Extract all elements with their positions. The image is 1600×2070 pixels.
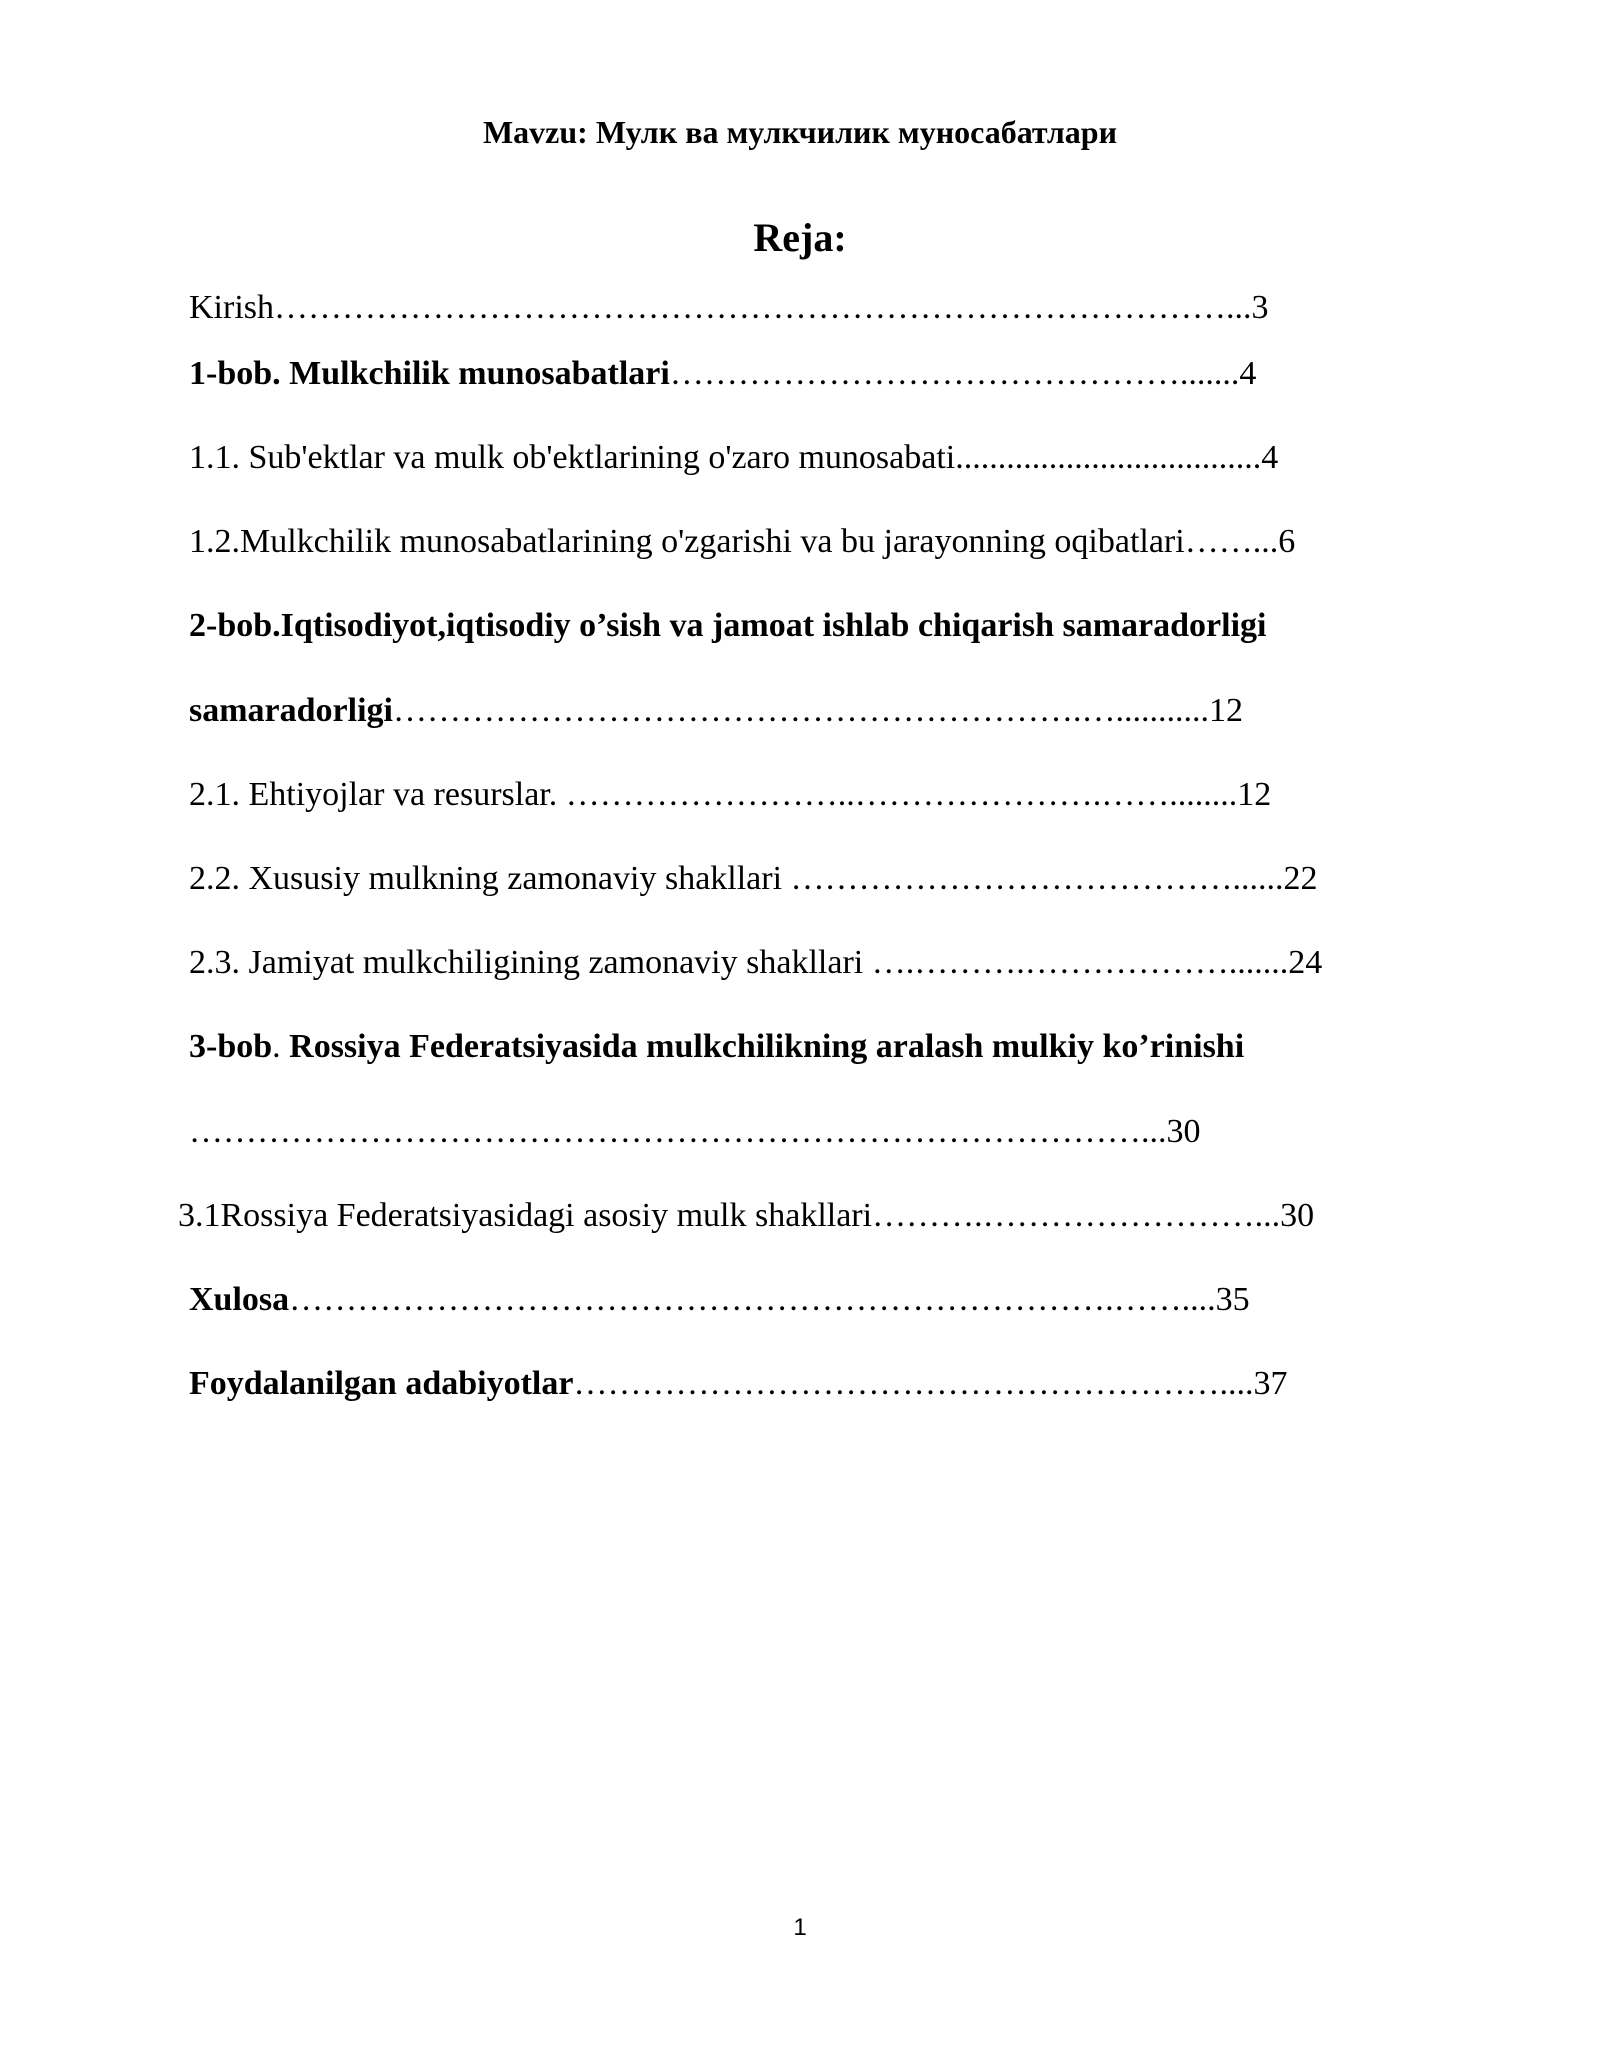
toc-entry-title: 2-bob.Iqtisodiyot,iqtisodiy o’sish va jamoat ishlab chiqarish samaradorligi (189, 607, 1267, 644)
toc-entry-leader: …………………………………………………………………………... (274, 289, 1252, 326)
toc-entry-title: 2.2. Xususiy mulkning zamonaviy shakllari (189, 860, 791, 897)
topic-title: Mavzu: Мулк ва мулкчилик муносабатлари (482, 114, 1118, 150)
toc-entry-section-2-3 (189, 941, 1322, 985)
toc-entry-leader: ….……….………………....... (871, 944, 1289, 981)
toc-entry-page: 35 (1215, 1281, 1250, 1318)
toc-entry-leader: ……………………………………………………………….…….... (289, 1281, 1216, 1318)
toc-entry-title: Rossiya Federatsiyasida mulkchilikning aralash mulkiy ko’rinishi (289, 1028, 1245, 1065)
toc-entry-leader: ……….……………………... (872, 1197, 1281, 1234)
toc-entry-leader: ……... (1184, 523, 1279, 560)
toc-entry-page: 12 (1208, 692, 1243, 729)
toc-entry-section-2-2 (189, 857, 1318, 901)
toc-entry-chapter-3-continued (189, 1110, 1201, 1154)
toc-entry-leader: ………………………………………....... (669, 355, 1240, 392)
toc-entry-page: 24 (1288, 944, 1323, 981)
toc-entry-page: 30 (1166, 1113, 1201, 1150)
toc-entry-chapter-2-continued (189, 689, 1243, 733)
toc-entry-page: 4 (1239, 355, 1257, 392)
toc-entry-section-3-1 (178, 1194, 1314, 1238)
plan-heading: Reja: (753, 215, 847, 260)
toc-entry-section-1-1 (189, 436, 1278, 480)
toc-entry-title: 1.2.Mulkchilik munosabatlarining o'zgarishi va bu jarayonning oqibatlari (189, 523, 1185, 560)
toc-entry-page: 6 (1278, 523, 1296, 560)
toc-entry-title: Xulosa (189, 1281, 290, 1318)
toc-entry-page: 22 (1283, 860, 1318, 897)
toc-entry-chapter-3 (189, 1025, 1244, 1069)
toc-entry-introduction (189, 286, 1269, 330)
toc-entry-leader: ……………………..………………….……........ (565, 776, 1238, 813)
toc-entry-title: 1-bob. Mulkchilik munosabatlari (189, 355, 670, 392)
toc-entry-page: 3 (1251, 289, 1269, 326)
toc-entry-chapter-2 (189, 604, 1266, 648)
toc-entry-chapter-label: 3-bob (189, 1028, 273, 1065)
toc-entry-section-1-2 (189, 520, 1295, 564)
toc-entry-title: 2.3. Jamiyat mulkchiligining zamonaviy shakllari (189, 944, 872, 981)
toc-entry-page: 30 (1280, 1197, 1315, 1234)
page-number: 1 (793, 1914, 807, 1941)
toc-entry-page: 37 (1253, 1365, 1288, 1402)
toc-entry-leader: …………………………………………………….…........... (392, 692, 1209, 729)
toc-entry-page: 12 (1237, 776, 1272, 813)
toc-entry-separator: . (272, 1028, 290, 1065)
toc-entry-leader: ………………………………………………….... (573, 1365, 1254, 1402)
toc-entry-leader: …………………………………...... (790, 860, 1284, 897)
toc-entry-chapter-1 (189, 352, 1256, 396)
toc-entry-references (189, 1362, 1287, 1406)
toc-entry-leader: …………………………………………………………………………... (189, 1113, 1167, 1150)
toc-entry-title: 1.1. Sub'ektlar va mulk ob'ektlarining o'zaro munosabati (189, 439, 956, 476)
toc-entry-page: 4 (1261, 439, 1279, 476)
toc-entry-title: Kirish (189, 289, 274, 326)
toc-entry-section-2-1 (189, 773, 1271, 817)
toc-entry-leader: .................................... (955, 439, 1262, 476)
toc-entry-title: 3.1Rossiya Federatsiyasidagi asosiy mulk shakllari (178, 1197, 873, 1234)
toc-entry-title: samaradorligi (189, 692, 393, 729)
toc-entry-title: 2.1. Ehtiyojlar va resurslar. (189, 776, 566, 813)
toc-entry-conclusion (189, 1278, 1250, 1322)
toc-entry-title: Foydalanilgan adabiyotlar (189, 1365, 574, 1402)
